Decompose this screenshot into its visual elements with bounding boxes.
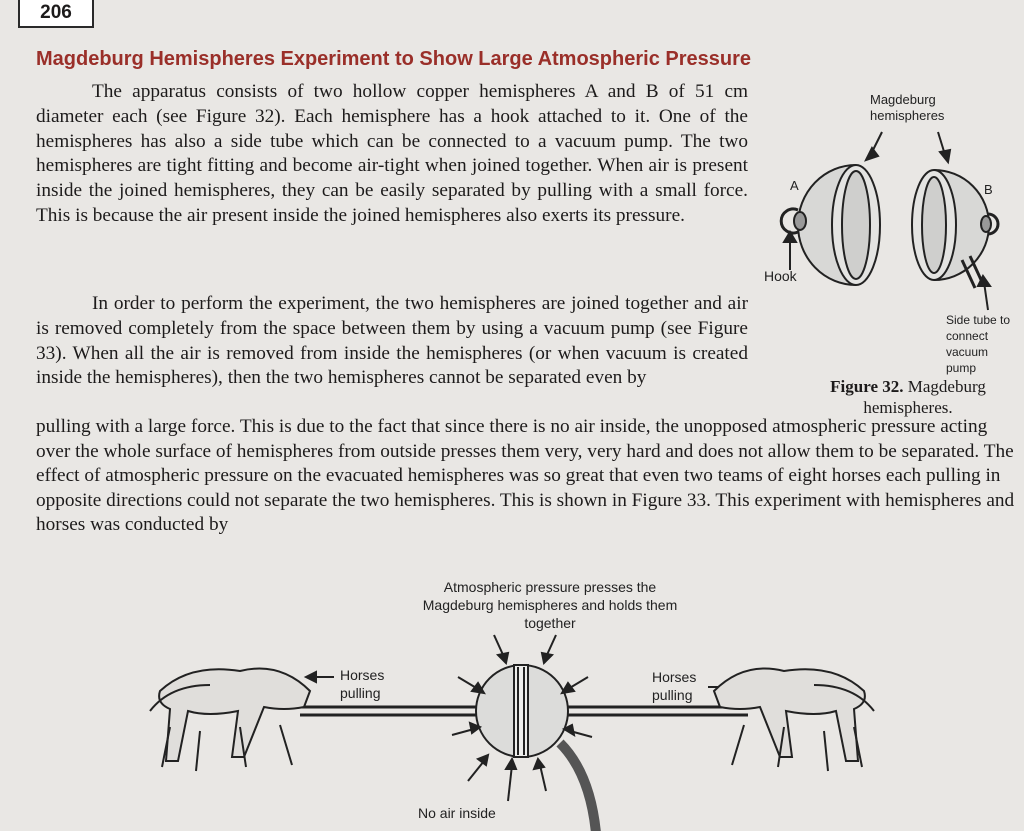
- label-magdeburg-hemispheres: Magdeburg hemispheres: [870, 92, 945, 123]
- figure-33-drawing: [0, 631, 1024, 831]
- paragraph-experiment: In order to perform the experiment, the two hemispheres are joined together and air is removed completely from the space between them by using a vacuum pump (see Figure 33). When all the air is removed from inside the hemispheres (or when vacuum is created inside the hemispheres), then the two hemispheres cannot be separated even by: [36, 293, 748, 389]
- figure-32-caption: [808, 376, 1008, 418]
- paragraph-horses: pulling with a large force. This is due to the fact that since there is no air inside, the unopposed atmospheric pressure acting over the whole surface of hemispheres from outside presses them very, very hard and does not allow them to be separated. The effect of atmospheric pressure on the evacuated hemispheres was so great that even two teams of eight horses each pulling in opposite directions could not separate the two hemispheres. This is shown in Figure 33. This experiment with hemispheres and horses was conducted by: [36, 416, 1015, 535]
- label-horses-pulling-right: Horses pulling: [652, 669, 697, 703]
- label-hemisphere-b: B: [984, 182, 993, 197]
- figure-32-drawing: [0, 110, 1024, 410]
- paragraph-apparatus: The apparatus consists of two hollow copper hemispheres A and B of 51 cm diameter each (see Figure 32). Each hemisphere has a hook attached to it. One of the hemispheres has also a side tube which can be connected to a vacuum pump. The two hemispheres are tight fitting and become air-tight when joined together. When air is present inside the joined hemispheres, they can be easily separated by pulling with a small force. This is because the air present inside the joined hemispheres also exerts its pressure.: [36, 81, 748, 226]
- label-no-air-inside: No air inside: [418, 805, 496, 821]
- label-atmospheric-pressure: Atmospheric pressure presses the Magdeburg hemispheres and holds them together: [422, 579, 678, 631]
- page-number: 206: [18, 0, 94, 28]
- section-title: Magdeburg Hemispheres Experiment to Show Large Atmospheric Pressure: [36, 48, 751, 70]
- label-side-tube: Side tube to connect vacuum pump: [946, 313, 1011, 375]
- figure-32-caption-text: Magdeburg hemispheres.: [863, 377, 986, 417]
- label-horses-pulling-left: Horses pulling: [340, 667, 385, 701]
- figure-32-caption-prefix: Figure 32.: [830, 377, 904, 396]
- label-hook: Hook: [764, 268, 797, 284]
- label-hemisphere-a: A: [790, 178, 799, 193]
